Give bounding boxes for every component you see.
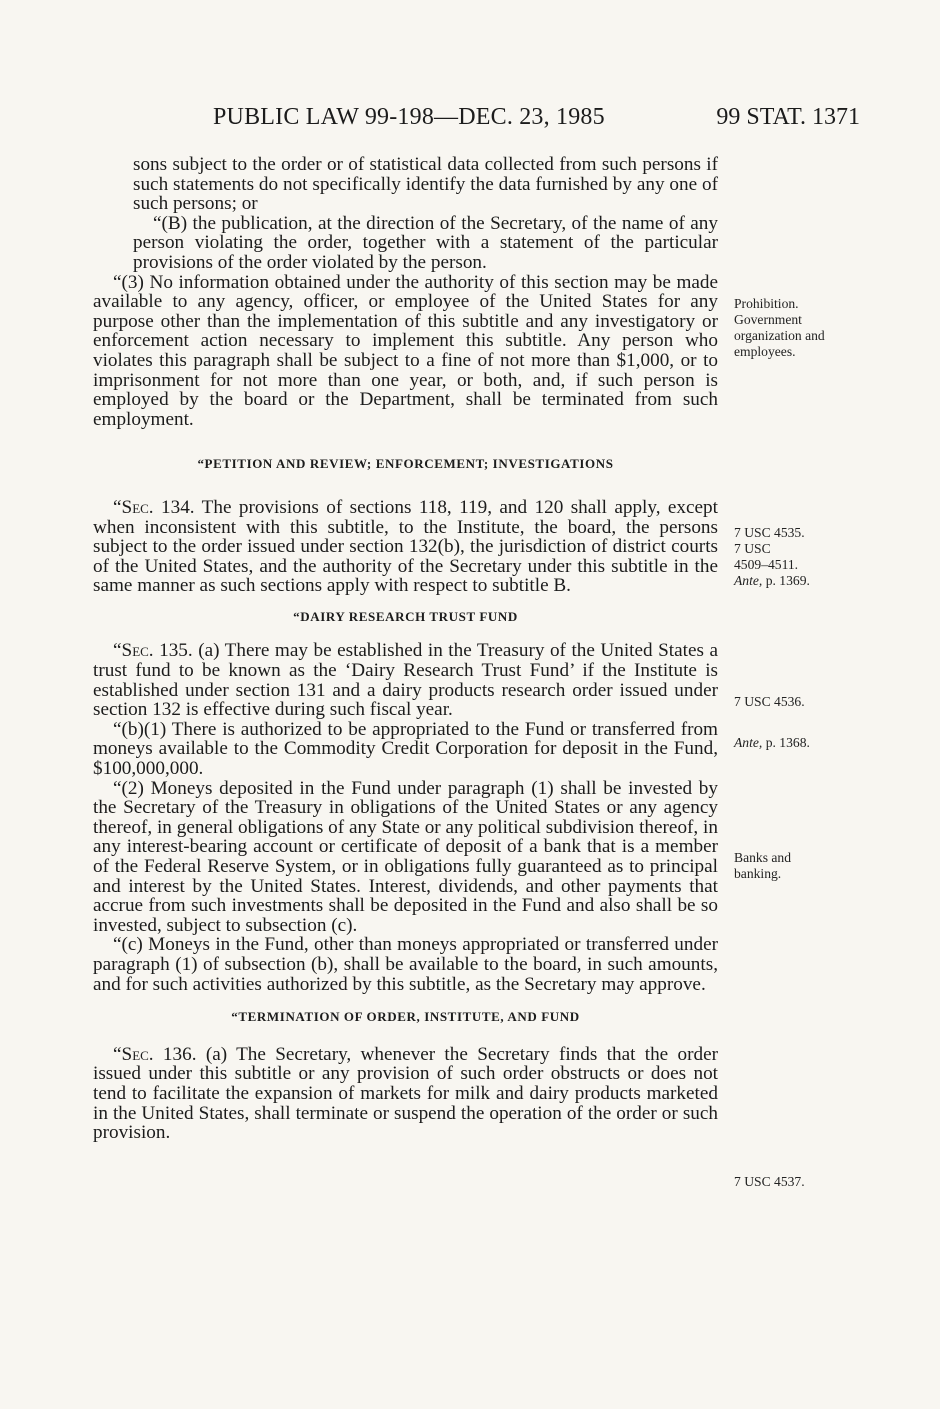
ante-label: Ante, (734, 735, 763, 750)
ante-page: p. 1368. (762, 735, 810, 750)
margin-note-line: 7 USC 4536. (734, 694, 805, 709)
margin-note-prohibition (734, 296, 874, 360)
margin-note-line: 7 USC 4509–4511. (734, 541, 799, 572)
section-136-text: (a) The Secretary, whenever the Secretary finds that the order issued under this subtitle or any provision of such order obstructs or does not tend to facilitate the expansion of markets for milk and dairy products marketed in the United States, shall terminate or suspend the operation of the order or such provision. (93, 1043, 718, 1144)
section-134-label: “Sec. 134. (113, 496, 195, 518)
section-134 (93, 498, 718, 596)
section-heading-termination: “TERMINATION OF ORDER, INSTITUTE, AND FUND (231, 1009, 580, 1025)
ante-label: Ante, (734, 573, 763, 588)
paragraph-b: “(B) the publication, at the direction of the Secretary, of the name of any person violating the order, together with a statement of the particular provisions of the order violated by the person. (133, 212, 718, 273)
margin-note-banks: Banks and banking. (734, 850, 792, 881)
section-135-text: (a) There may be established in the Treasury of the United States a trust fund to be known as the ‘Dairy Research Trust Fund’ if the Institute is established under section 131 and a dairy products research order issued under section 132 is effective during such fiscal year. (93, 640, 718, 721)
paragraph-c: “(c) Moneys in the Fund, other than moneys appropriated or transferred under paragraph (1) of subsection (b), shall be available to the board, in such amounts, and for such activities authorized by this subtitle, as the Secretary may approve. (93, 934, 718, 995)
page-header (0, 104, 940, 144)
margin-note-ante-1368 (734, 735, 874, 751)
margin-note-line: Government organization and employees. (734, 312, 825, 359)
paragraph-b2: “(2) Moneys deposited in the Fund under paragraph (1) shall be invested by the Secretary of the Treasury in obligations of the United States or any agency thereof, in general obligations of any State or any political subdivision thereof, in any interest-bearing account or certificate of deposit of a bank that is a member of the Federal Reserve System, or in obligations fully guaranteed as to principal and interest by the United States. Interest, dividends, and other payments that accrue from such investments shall be deposited in the Fund and also shall be so invested, subject to subsection (c). (93, 777, 718, 936)
paragraph-b1: “(b)(1) There is authorized to be appropriated to the Fund or transferred from moneys available to the Commodity Credit Corporation for deposit in the Fund, $100,000,000. (93, 718, 718, 780)
margin-note-7usc4536 (734, 694, 874, 710)
section-136-label: “Sec. 136. (113, 1043, 197, 1065)
main-text (93, 155, 718, 1143)
section-135 (93, 641, 718, 719)
section-136 (93, 1045, 718, 1143)
margin-note-line: Prohibition. (734, 296, 799, 311)
margin-note-line: 7 USC 4535. (734, 525, 805, 540)
margin-note-ante (734, 573, 874, 589)
section-135-label: “Sec. 135. (113, 640, 193, 662)
stat-page-ref: 99 STAT. 1371 (716, 104, 860, 130)
margin-note-7usc4535 (734, 525, 874, 589)
paragraph-continuation: sons subject to the order or of statistical data collected from such persons if such statements do not specifically identify the data furnished by any one of such persons; or (133, 154, 718, 215)
ante-page: p. 1369. (762, 573, 810, 588)
law-title: PUBLIC LAW 99-198—DEC. 23, 1985 (213, 104, 605, 130)
paragraph-3: “(3) No information obtained under the authority of this section may be made available to any agency, officer, or employee of the United States for any purpose other than the implementation of this subtitle and any investigatory or enforcement action necessary to implement this subtitle. Any person who violates this paragraph shall be subject to a fine of not more than $1,000, or to imprisonment for not more than one year, or both, and, if such person is employed by the board or the Department, shall be terminated from such employment. (93, 271, 718, 430)
margin-note-7usc4537: 7 USC 4537. (734, 1174, 805, 1189)
section-heading-trust-fund: “DAIRY RESEARCH TRUST FUND (293, 608, 518, 624)
section-heading-petition: “PETITION AND REVIEW; ENFORCEMENT; INVESTIGATIONS (197, 456, 614, 472)
section-134-text: The provisions of sections 118, 119, and 120 shall apply, except when inconsistent with this subtitle, to the Institute, the board, the persons subject to the order issued under section 132(b), the jurisdiction of district courts of the United States, and the authority of the Secretary under this subtitle in the same manner as such sections apply with respect to subtitle B. (93, 496, 718, 597)
